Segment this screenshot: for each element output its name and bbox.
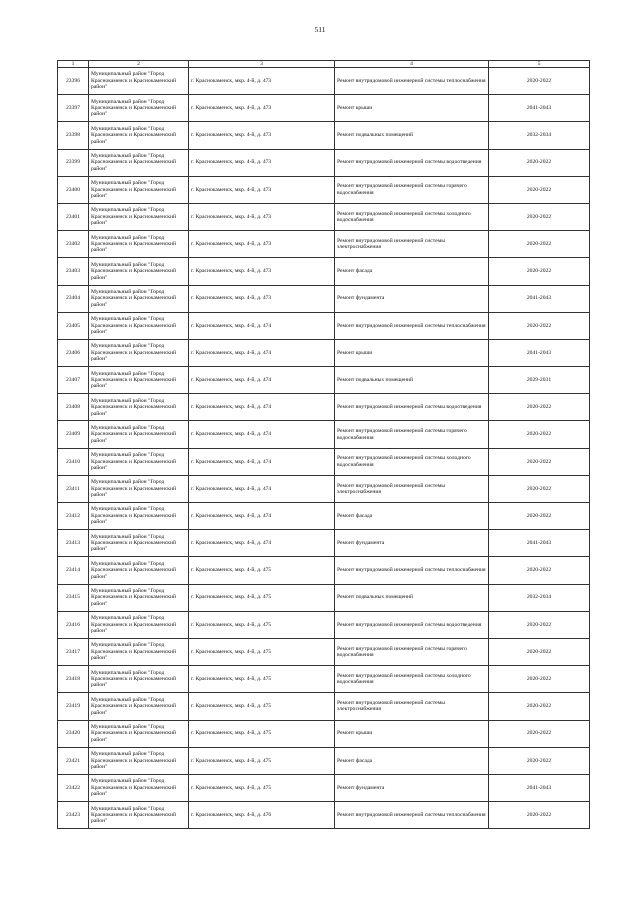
work-type-cell: Ремонт внутридомовой инженерной системы теплоснабжения xyxy=(335,312,489,339)
period-cell: 2020-2022 xyxy=(489,312,590,339)
work-type-cell: Ремонт фасада xyxy=(335,258,489,285)
period-cell: 2041-2043 xyxy=(489,530,590,557)
work-type-cell: Ремонт фундамента xyxy=(335,530,489,557)
row-number: 23410 xyxy=(58,448,89,475)
table-row xyxy=(58,666,590,693)
work-type-cell: Ремонт внутридомовой инженерной системы теплоснабжения xyxy=(335,68,489,95)
table-row xyxy=(58,312,590,339)
table-row xyxy=(58,747,590,774)
period-cell: 2020-2022 xyxy=(489,720,590,747)
work-type-cell: Ремонт фундамента xyxy=(335,285,489,312)
table-row xyxy=(58,638,590,665)
municipality-cell: Муниципальный район "Город Краснокаменск и Краснокаменский район" xyxy=(89,448,189,475)
work-type-cell: Ремонт внутридомовой инженерной системы водоотведения xyxy=(335,611,489,638)
work-type-cell: Ремонт внутридомовой инженерной системы холодного водоснабжения xyxy=(335,448,489,475)
column-header: 5 xyxy=(489,61,590,68)
table-row xyxy=(58,258,590,285)
table-row xyxy=(58,503,590,530)
table-row xyxy=(58,802,590,829)
address-cell: г. Краснокаменск, мкр. 4-й, д. 475 xyxy=(189,774,335,801)
capital-repair-table xyxy=(57,60,590,829)
table-row xyxy=(58,611,590,638)
row-number: 23420 xyxy=(58,720,89,747)
period-cell: 2020-2022 xyxy=(489,68,590,95)
table-row xyxy=(58,285,590,312)
column-number-row xyxy=(58,61,590,68)
municipality-cell: Муниципальный район "Город Краснокаменск и Краснокаменский район" xyxy=(89,693,189,720)
municipality-cell: Муниципальный район "Город Краснокаменск и Краснокаменский район" xyxy=(89,285,189,312)
period-cell: 2041-2043 xyxy=(489,339,590,366)
address-cell: г. Краснокаменск, мкр. 4-й, д. 474 xyxy=(189,394,335,421)
row-number: 23423 xyxy=(58,802,89,829)
address-cell: г. Краснокаменск, мкр. 4-й, д. 475 xyxy=(189,584,335,611)
row-number: 23415 xyxy=(58,584,89,611)
period-cell: 2020-2022 xyxy=(489,503,590,530)
row-number: 23396 xyxy=(58,68,89,95)
table-row xyxy=(58,557,590,584)
work-type-cell: Ремонт внутридомовой инженерной системы электроснабжения xyxy=(335,231,489,258)
period-cell: 2020-2022 xyxy=(489,638,590,665)
period-cell: 2020-2022 xyxy=(489,203,590,230)
period-cell: 2020-2022 xyxy=(489,421,590,448)
row-number: 23403 xyxy=(58,258,89,285)
municipality-cell: Муниципальный район "Город Краснокаменск и Краснокаменский район" xyxy=(89,530,189,557)
address-cell: г. Краснокаменск, мкр. 4-й, д. 473 xyxy=(189,95,335,122)
table-row xyxy=(58,774,590,801)
table-row xyxy=(58,421,590,448)
municipality-cell: Муниципальный район "Город Краснокаменск и Краснокаменский район" xyxy=(89,122,189,149)
row-number: 23405 xyxy=(58,312,89,339)
row-number: 23400 xyxy=(58,176,89,203)
period-cell: 2020-2022 xyxy=(489,802,590,829)
period-cell: 2041-2043 xyxy=(489,285,590,312)
row-number: 23412 xyxy=(58,503,89,530)
period-cell: 2020-2022 xyxy=(489,611,590,638)
municipality-cell: Муниципальный район "Город Краснокаменск и Краснокаменский район" xyxy=(89,367,189,394)
row-number: 23399 xyxy=(58,149,89,176)
period-cell: 2020-2022 xyxy=(489,475,590,502)
work-type-cell: Ремонт подвальных помещений xyxy=(335,122,489,149)
address-cell: г. Краснокаменск, мкр. 4-й, д. 473 xyxy=(189,258,335,285)
work-type-cell: Ремонт крыши xyxy=(335,720,489,747)
address-cell: г. Краснокаменск, мкр. 4-й, д. 475 xyxy=(189,638,335,665)
address-cell: г. Краснокаменск, мкр. 4-й, д. 473 xyxy=(189,231,335,258)
work-type-cell: Ремонт внутридомовой инженерной системы холодного водоснабжения xyxy=(335,666,489,693)
work-type-cell: Ремонт внутридомовой инженерной системы водоотведения xyxy=(335,394,489,421)
table-row xyxy=(58,584,590,611)
address-cell: г. Краснокаменск, мкр. 4-й, д. 474 xyxy=(189,475,335,502)
work-type-cell: Ремонт крыши xyxy=(335,95,489,122)
work-type-cell: Ремонт внутридомовой инженерной системы электроснабжения xyxy=(335,693,489,720)
period-cell: 2020-2022 xyxy=(489,149,590,176)
work-type-cell: Ремонт фасада xyxy=(335,747,489,774)
table-row xyxy=(58,530,590,557)
address-cell: г. Краснокаменск, мкр. 4-й, д. 475 xyxy=(189,666,335,693)
municipality-cell: Муниципальный район "Город Краснокаменск и Краснокаменский район" xyxy=(89,774,189,801)
work-type-cell: Ремонт фасада xyxy=(335,503,489,530)
address-cell: г. Краснокаменск, мкр. 4-й, д. 475 xyxy=(189,557,335,584)
row-number: 23414 xyxy=(58,557,89,584)
column-header: 4 xyxy=(335,61,489,68)
table-row xyxy=(58,475,590,502)
row-number: 23402 xyxy=(58,231,89,258)
municipality-cell: Муниципальный район "Город Краснокаменск и Краснокаменский район" xyxy=(89,666,189,693)
period-cell: 2020-2022 xyxy=(489,693,590,720)
address-cell: г. Краснокаменск, мкр. 4-й, д. 473 xyxy=(189,203,335,230)
row-number: 23401 xyxy=(58,203,89,230)
address-cell: г. Краснокаменск, мкр. 4-й, д. 475 xyxy=(189,611,335,638)
row-number: 23409 xyxy=(58,421,89,448)
municipality-cell: Муниципальный район "Город Краснокаменск и Краснокаменский район" xyxy=(89,95,189,122)
period-cell: 2020-2022 xyxy=(489,557,590,584)
period-cell: 2029-2031 xyxy=(489,367,590,394)
period-cell: 2032-2034 xyxy=(489,122,590,149)
row-number: 23407 xyxy=(58,367,89,394)
period-cell: 2032-2034 xyxy=(489,584,590,611)
table-row xyxy=(58,448,590,475)
municipality-cell: Муниципальный район "Город Краснокаменск и Краснокаменский район" xyxy=(89,611,189,638)
address-cell: г. Краснокаменск, мкр. 4-й, д. 474 xyxy=(189,367,335,394)
table-row xyxy=(58,367,590,394)
table-row xyxy=(58,95,590,122)
period-cell: 2041-2043 xyxy=(489,95,590,122)
address-cell: г. Краснокаменск, мкр. 4-й, д. 473 xyxy=(189,285,335,312)
municipality-cell: Муниципальный район "Город Краснокаменск и Краснокаменский район" xyxy=(89,149,189,176)
work-type-cell: Ремонт внутридомовой инженерной системы горячего водоснабжения xyxy=(335,421,489,448)
table-row xyxy=(58,122,590,149)
address-cell: г. Краснокаменск, мкр. 4-й, д. 474 xyxy=(189,312,335,339)
address-cell: г. Краснокаменск, мкр. 4-й, д. 473 xyxy=(189,176,335,203)
municipality-cell: Муниципальный район "Город Краснокаменск и Краснокаменский район" xyxy=(89,475,189,502)
table-row xyxy=(58,149,590,176)
table-row xyxy=(58,68,590,95)
row-number: 23416 xyxy=(58,611,89,638)
address-cell: г. Краснокаменск, мкр. 4-й, д. 474 xyxy=(189,448,335,475)
row-number: 23411 xyxy=(58,475,89,502)
address-cell: г. Краснокаменск, мкр. 4-й, д. 475 xyxy=(189,720,335,747)
address-cell: г. Краснокаменск, мкр. 4-й, д. 474 xyxy=(189,421,335,448)
municipality-cell: Муниципальный район "Город Краснокаменск и Краснокаменский район" xyxy=(89,231,189,258)
municipality-cell: Муниципальный район "Город Краснокаменск и Краснокаменский район" xyxy=(89,747,189,774)
municipality-cell: Муниципальный район "Город Краснокаменск и Краснокаменский район" xyxy=(89,312,189,339)
row-number: 23413 xyxy=(58,530,89,557)
address-cell: г. Краснокаменск, мкр. 4-й, д. 474 xyxy=(189,339,335,366)
work-type-cell: Ремонт подвальных помещений xyxy=(335,584,489,611)
work-type-cell: Ремонт внутридомовой инженерной системы водоотведения xyxy=(335,149,489,176)
period-cell: 2041-2043 xyxy=(489,774,590,801)
municipality-cell: Муниципальный район "Город Краснокаменск и Краснокаменский район" xyxy=(89,720,189,747)
period-cell: 2020-2022 xyxy=(489,448,590,475)
period-cell: 2020-2022 xyxy=(489,176,590,203)
row-number: 23406 xyxy=(58,339,89,366)
column-header: 2 xyxy=(89,61,189,68)
table-row xyxy=(58,339,590,366)
work-type-cell: Ремонт крыши xyxy=(335,339,489,366)
table-row xyxy=(58,176,590,203)
table-row xyxy=(58,693,590,720)
municipality-cell: Муниципальный район "Город Краснокаменск и Краснокаменский район" xyxy=(89,421,189,448)
municipality-cell: Муниципальный район "Город Краснокаменск и Краснокаменский район" xyxy=(89,638,189,665)
work-type-cell: Ремонт внутридомовой инженерной системы теплоснабжения xyxy=(335,802,489,829)
row-number: 23421 xyxy=(58,747,89,774)
municipality-cell: Муниципальный район "Город Краснокаменск и Краснокаменский район" xyxy=(89,176,189,203)
municipality-cell: Муниципальный район "Город Краснокаменск и Краснокаменский район" xyxy=(89,339,189,366)
address-cell: г. Краснокаменск, мкр. 4-й, д. 474 xyxy=(189,503,335,530)
work-type-cell: Ремонт фундамента xyxy=(335,774,489,801)
address-cell: г. Краснокаменск, мкр. 4-й, д. 475 xyxy=(189,693,335,720)
work-type-cell: Ремонт подвальных помещений xyxy=(335,367,489,394)
period-cell: 2020-2022 xyxy=(489,258,590,285)
address-cell: г. Краснокаменск, мкр. 4-й, д. 473 xyxy=(189,68,335,95)
period-cell: 2020-2022 xyxy=(489,394,590,421)
municipality-cell: Муниципальный район "Город Краснокаменск и Краснокаменский район" xyxy=(89,503,189,530)
work-type-cell: Ремонт внутридомовой инженерной системы горячего водоснабжения xyxy=(335,638,489,665)
table-row xyxy=(58,394,590,421)
row-number: 23408 xyxy=(58,394,89,421)
work-type-cell: Ремонт внутридомовой инженерной системы холодного водоснабжения xyxy=(335,203,489,230)
municipality-cell: Муниципальный район "Город Краснокаменск и Краснокаменский район" xyxy=(89,557,189,584)
period-cell: 2020-2022 xyxy=(489,231,590,258)
row-number: 23404 xyxy=(58,285,89,312)
column-header: 3 xyxy=(189,61,335,68)
row-number: 23419 xyxy=(58,693,89,720)
address-cell: г. Краснокаменск, мкр. 4-й, д. 476 xyxy=(189,802,335,829)
work-type-cell: Ремонт внутридомовой инженерной системы электроснабжения xyxy=(335,475,489,502)
table-row xyxy=(58,231,590,258)
address-cell: г. Краснокаменск, мкр. 4-й, д. 473 xyxy=(189,149,335,176)
address-cell: г. Краснокаменск, мкр. 4-й, д. 473 xyxy=(189,122,335,149)
address-cell: г. Краснокаменск, мкр. 4-й, д. 474 xyxy=(189,530,335,557)
period-cell: 2020-2022 xyxy=(489,666,590,693)
work-type-cell: Ремонт внутридомовой инженерной системы теплоснабжения xyxy=(335,557,489,584)
row-number: 23398 xyxy=(58,122,89,149)
row-number: 23422 xyxy=(58,774,89,801)
municipality-cell: Муниципальный район "Город Краснокаменск и Краснокаменский район" xyxy=(89,203,189,230)
municipality-cell: Муниципальный район "Город Краснокаменск и Краснокаменский район" xyxy=(89,68,189,95)
page-number: 511 xyxy=(314,25,326,34)
table-row xyxy=(58,203,590,230)
municipality-cell: Муниципальный район "Город Краснокаменск и Краснокаменский район" xyxy=(89,394,189,421)
address-cell: г. Краснокаменск, мкр. 4-й, д. 475 xyxy=(189,747,335,774)
column-header: 1 xyxy=(58,61,89,68)
table-row xyxy=(58,720,590,747)
row-number: 23418 xyxy=(58,666,89,693)
work-type-cell: Ремонт внутридомовой инженерной системы горячего водоснабжения xyxy=(335,176,489,203)
row-number: 23397 xyxy=(58,95,89,122)
municipality-cell: Муниципальный район "Город Краснокаменск и Краснокаменский район" xyxy=(89,802,189,829)
period-cell: 2020-2022 xyxy=(489,747,590,774)
row-number: 23417 xyxy=(58,638,89,665)
municipality-cell: Муниципальный район "Город Краснокаменск и Краснокаменский район" xyxy=(89,258,189,285)
municipality-cell: Муниципальный район "Город Краснокаменск и Краснокаменский район" xyxy=(89,584,189,611)
